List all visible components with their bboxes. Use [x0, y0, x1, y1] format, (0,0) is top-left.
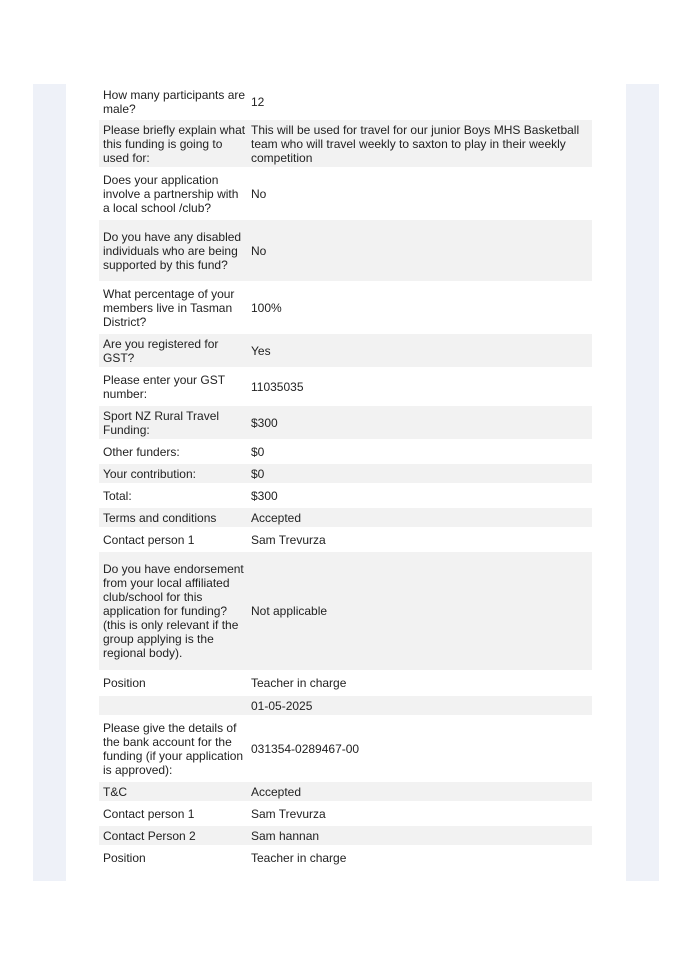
answer-value: No — [251, 243, 267, 258]
question-label: Your contribution: — [103, 466, 196, 481]
form-row-male-participants — [99, 87, 592, 117]
answer-value: Teacher in charge — [251, 676, 347, 690]
question-label: Does your application involve a partnership with a local school /club? — [103, 172, 239, 215]
form-row-your-contribution — [99, 464, 592, 483]
application-form-table — [99, 87, 592, 870]
form-row-rural-travel-funding — [99, 406, 592, 439]
form-row-gst-number — [99, 370, 592, 403]
answer-value: Accepted — [251, 784, 302, 799]
answer-value: Yes — [251, 343, 271, 358]
answer-value: 01-05-2025 — [251, 698, 313, 713]
form-row-contact-person-1b — [99, 804, 592, 823]
answer-value: No — [251, 186, 267, 201]
question-label: Contact Person 2 — [103, 828, 196, 843]
form-row-contact-person-2 — [99, 826, 592, 845]
form-row-position-2 — [99, 848, 592, 867]
form-row-endorsement — [99, 552, 592, 670]
question-label: Do you have any disabled individuals who are being supported by this fund? — [103, 229, 242, 272]
answer-value: $0 — [251, 466, 265, 481]
form-row-partnership — [99, 170, 592, 217]
answer-value: $0 — [251, 444, 265, 459]
question-label: Please briefly explain what this funding is going to used for: — [103, 122, 246, 165]
question-label: Please enter your GST number: — [103, 372, 225, 401]
question-label: Do you have endorsement from your local affiliated club/school for this application for funding? (this is only relevant if the group applying is the regional body). — [103, 562, 244, 660]
question-label: Contact person 1 — [103, 806, 195, 821]
form-row-tasman-percentage — [99, 284, 592, 331]
form-row-funding-purpose — [99, 120, 592, 167]
answer-value: Not applicable — [251, 604, 328, 618]
form-row-position — [99, 673, 592, 693]
form-row-other-funders — [99, 442, 592, 461]
question-label: Sport NZ Rural Travel Funding: — [103, 408, 220, 437]
question-label: Position — [103, 676, 146, 690]
form-row-terms-conditions — [99, 508, 592, 527]
answer-value: $300 — [251, 488, 278, 503]
question-label: What percentage of your members live in Tasman District? — [103, 286, 235, 329]
answer-value: $300 — [251, 415, 278, 430]
question-label: T&C — [103, 784, 127, 799]
answer-value: 031354-0289467-00 — [251, 741, 360, 756]
answer-value: 100% — [251, 300, 282, 315]
form-row-total — [99, 486, 592, 505]
question-label: Contact person 1 — [103, 532, 195, 547]
answer-value: Sam hannan — [251, 828, 320, 843]
question-label: Please give the details of the bank account for the funding (if your application is approved): — [103, 720, 244, 777]
answer-value: Accepted — [251, 510, 302, 525]
left-margin-band — [33, 84, 66, 881]
question-label: Total: — [103, 488, 132, 503]
answer-value: 12 — [251, 95, 265, 109]
question-label: Terms and conditions — [103, 510, 217, 525]
form-row-disabled-individuals — [99, 220, 592, 281]
answer-value: Teacher in charge — [251, 850, 347, 865]
question-label: How many participants are male? — [103, 88, 246, 116]
form-row-date — [99, 696, 592, 715]
form-row-tc — [99, 782, 592, 801]
question-label — [99, 704, 247, 708]
form-row-contact-person-1 — [99, 530, 592, 549]
form-row-bank-account — [99, 718, 592, 779]
question-label: Are you registered for GST? — [103, 336, 219, 365]
form-row-gst-registered — [99, 334, 592, 367]
question-label: Other funders: — [103, 444, 180, 459]
answer-value: 11035035 — [251, 379, 304, 394]
answer-value: This will be used for travel for our junior Boys MHS Basketball team who will travel weekly to saxton to play in their weekly competition — [251, 122, 580, 165]
answer-value: Sam Trevurza — [251, 806, 326, 821]
answer-value: Sam Trevurza — [251, 532, 326, 547]
right-margin-band — [626, 84, 659, 881]
question-label: Position — [103, 850, 146, 865]
